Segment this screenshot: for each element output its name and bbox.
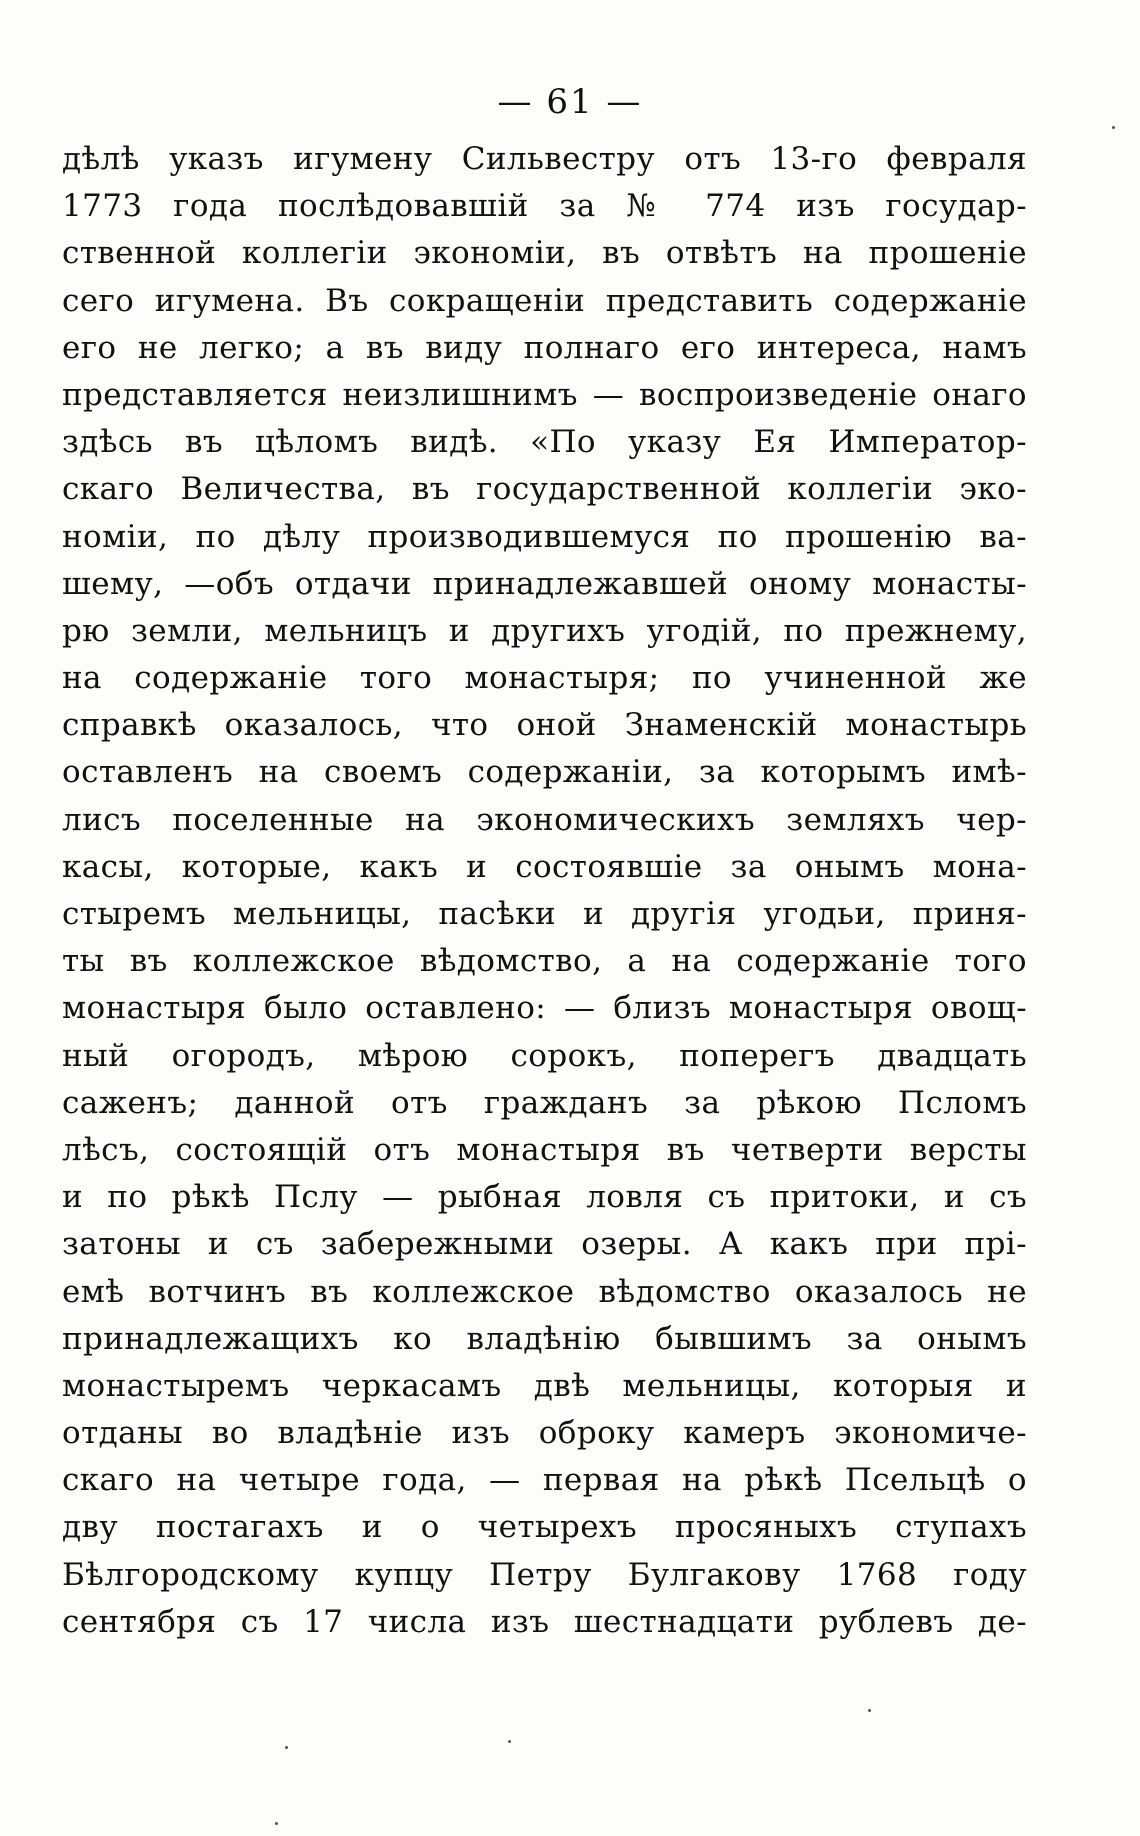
ink-speck <box>1112 126 1115 129</box>
text-line: Бѣлгородскому купцу Петру Булгакову 1768 году <box>62 1556 1027 1593</box>
ink-speck <box>285 1746 288 1749</box>
body-text <box>62 136 1027 1646</box>
text-line: и по рѣкѣ Пслу — рыбная ловля съ притоки, и съ <box>62 1179 1027 1216</box>
text-line: шему, —объ отдачи принадлежавшей оному монасты- <box>62 565 1027 602</box>
text-line: емѣ вотчинъ въ коллежское вѣдомство оказалось не <box>62 1273 1027 1310</box>
text-line: на содержаніе того монастыря; по учиненной же <box>62 660 1027 697</box>
text-line: монастыря было оставлено: — близъ монастыря овощ- <box>62 990 1027 1027</box>
text-line: касы, которые, какъ и состоявшіе за онымъ мона- <box>62 848 1027 885</box>
text-line: сего игумена. Въ сокращеніи представить содержаніе <box>62 282 1027 319</box>
text-line: здѣсь въ цѣломъ видѣ. «По указу Ея Император- <box>62 424 1027 461</box>
text-line: номіи, по дѣлу производившемуся по прошенію ва- <box>62 518 1027 555</box>
text-line: лисъ поселенные на экономическихъ земляхъ чер- <box>62 801 1027 838</box>
text-line: затоны и съ забережными озеры. А какъ при прі- <box>62 1226 1027 1263</box>
ink-speck <box>508 1740 511 1743</box>
text-line: его не легко; а въ виду полнаго его интереса, намъ <box>62 329 1027 366</box>
text-line: 1773 года послѣдовавшій за № 774 изъ государ- <box>62 188 1027 225</box>
text-line: сентября съ 17 числа изъ шестнадцати рублевъ де- <box>62 1603 1027 1640</box>
text-line: рю земли, мельницъ и другихъ угодій, по прежнему, <box>62 612 1027 649</box>
text-line: монастыремъ черкасамъ двѣ мельницы, которыя и <box>62 1367 1027 1404</box>
ink-speck <box>868 1709 871 1712</box>
text-line: справкѣ оказалось, что оной Знаменскій монастырь <box>62 707 1027 744</box>
text-line: саженъ; данной отъ гражданъ за рѣкою Псломъ <box>62 1084 1027 1121</box>
text-line: дву постагахъ и о четырехъ просяныхъ ступахъ <box>62 1509 1027 1546</box>
text-line: принадлежащихъ ко владѣнію бывшимъ за онымъ <box>62 1320 1027 1357</box>
text-line: ственной коллегіи экономіи, въ отвѣтъ на прошеніе <box>62 235 1027 272</box>
text-line: представляется неизлишнимъ — воспроизведеніе онаго <box>62 376 1027 413</box>
text-line: скаго на четыре года, — первая на рѣкѣ Псельцѣ о <box>62 1462 1027 1499</box>
text-line: отданы во владѣніе изъ оброку камеръ экономиче- <box>62 1415 1027 1452</box>
ink-speck <box>275 1822 278 1825</box>
text-line: оставленъ на своемъ содержаніи, за которымъ имѣ- <box>62 754 1027 791</box>
page-number: — 61 — <box>497 82 643 122</box>
text-line: стыремъ мельницы, пасѣки и другія угодьи, приня- <box>62 896 1027 932</box>
text-line: скаго Величества, въ государственной коллегіи эко- <box>62 471 1027 508</box>
text-line: дѣлѣ указъ игумену Сильвестру отъ 13-го февраля <box>62 141 1027 177</box>
text-line: ты въ коллежское вѣдомство, а на содержаніе того <box>62 943 1027 980</box>
text-line: лѣсъ, состоящій отъ монастыря въ четверти версты <box>62 1131 1027 1168</box>
text-line: ный огородъ, мѣрою сорокъ, поперегъ двадцать <box>62 1037 1027 1074</box>
